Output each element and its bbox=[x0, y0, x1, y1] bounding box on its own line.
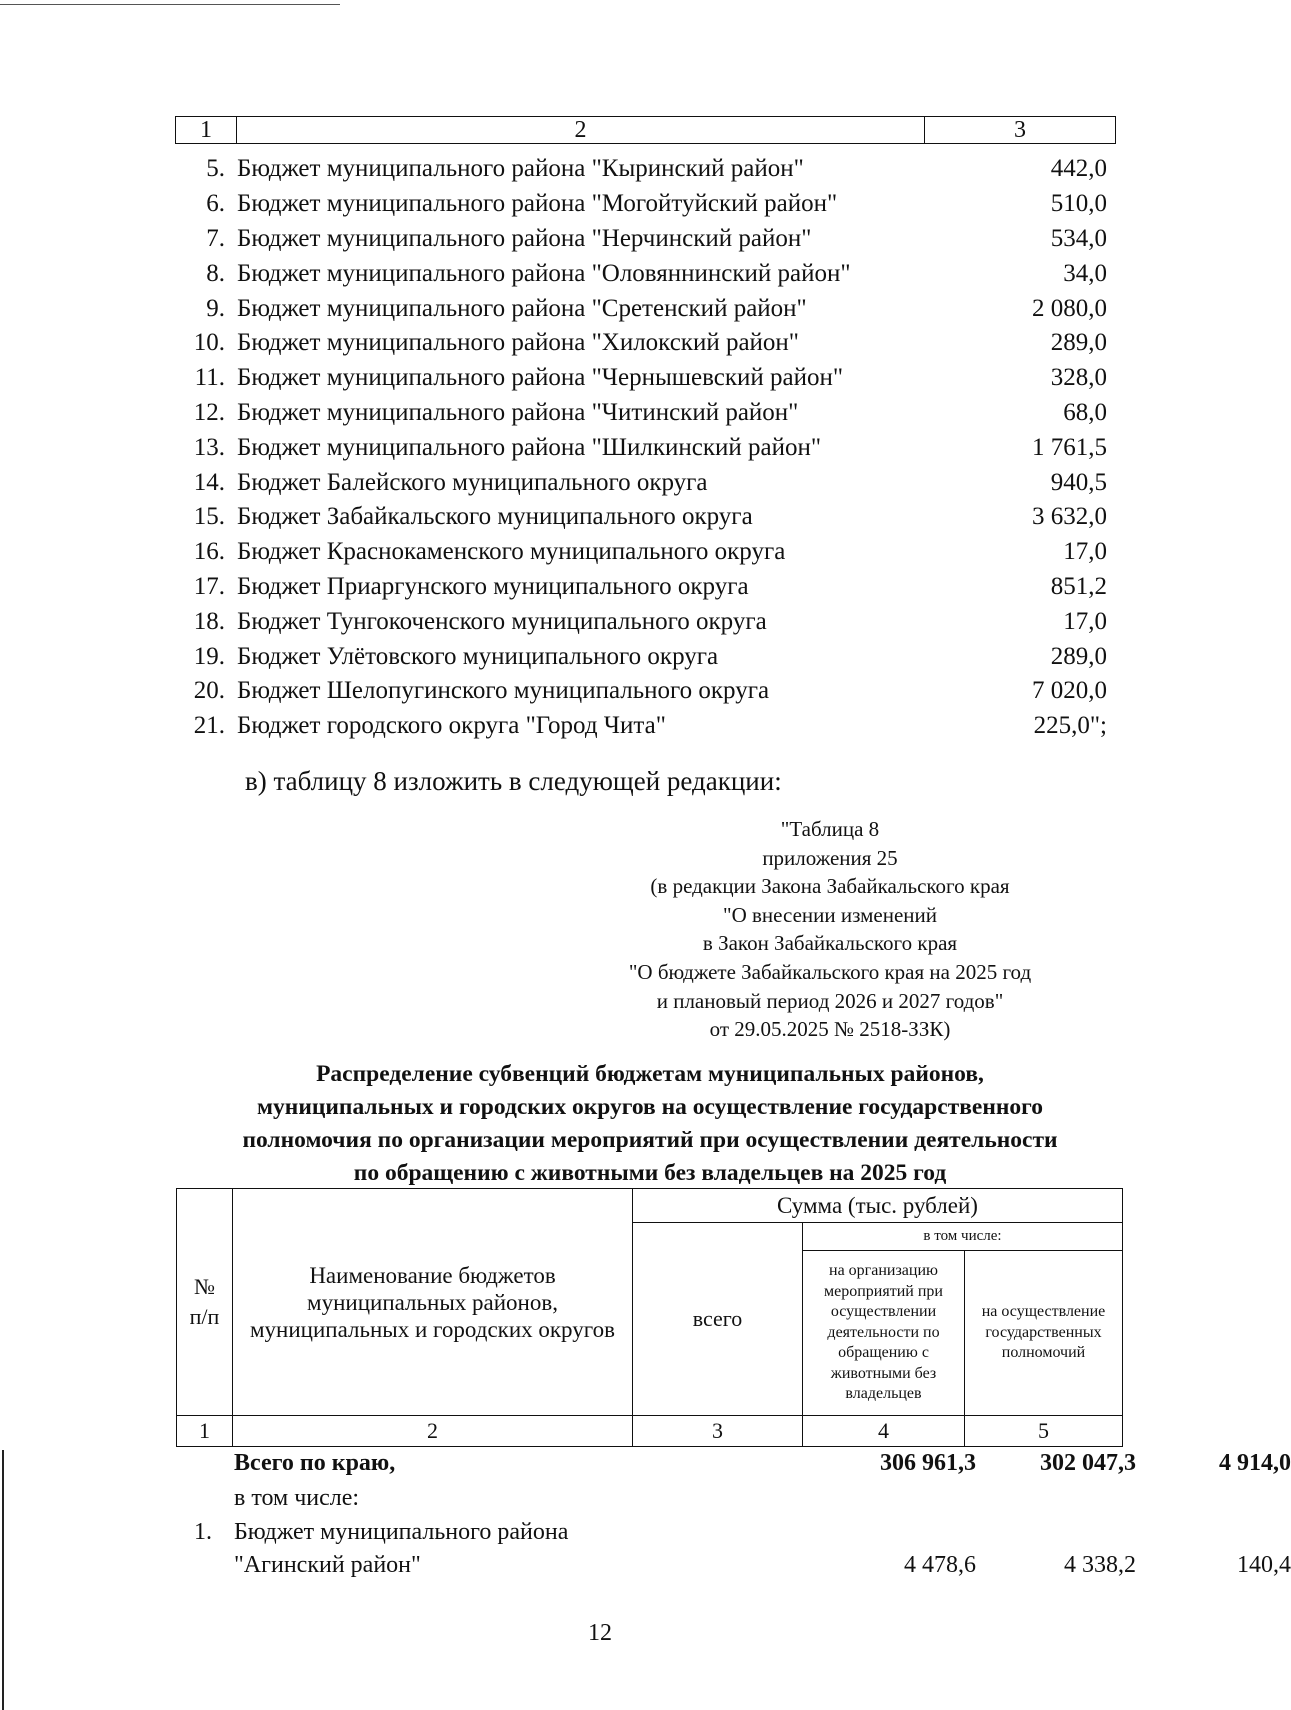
col-number-1: 1 bbox=[177, 1416, 233, 1447]
row-value: 442,0 bbox=[1050, 155, 1107, 183]
col-number-2: 2 bbox=[233, 1416, 633, 1447]
row-value: 68,0 bbox=[1063, 398, 1107, 426]
row-sum: 4 478,6 bbox=[904, 1552, 976, 1578]
table-row bbox=[175, 430, 1125, 465]
row-number: 14. bbox=[193, 468, 225, 496]
header-col-1: 1 bbox=[176, 117, 237, 143]
row-number: 12. bbox=[193, 398, 225, 426]
caption-line: (в редакции Закона Забайкальского края bbox=[650, 874, 1010, 899]
row-name: Бюджет Краснокаменского муниципального округа bbox=[237, 538, 786, 566]
row-state-powers: 140,4 bbox=[1237, 1552, 1291, 1578]
row-number: 16. bbox=[193, 538, 225, 566]
row-value: 225,0"; bbox=[1033, 712, 1107, 740]
row-number: 7. bbox=[206, 224, 225, 252]
row-value: 851,2 bbox=[1050, 572, 1107, 600]
row-number: 1. bbox=[194, 1519, 212, 1545]
row-name: Бюджет муниципального района "Читинский район" bbox=[237, 398, 799, 426]
row-number: 11. bbox=[194, 364, 225, 392]
row-name: Бюджет муниципального района bbox=[234, 1519, 569, 1545]
title-line: Распределение субвенций бюджетам муниципальных районов, bbox=[316, 1061, 984, 1087]
table-row bbox=[175, 639, 1125, 674]
row-value: 17,0 bbox=[1063, 538, 1107, 566]
row-value: 7 020,0 bbox=[1032, 677, 1107, 705]
row-value: 289,0 bbox=[1050, 642, 1107, 670]
table-row bbox=[175, 535, 1125, 570]
table-row bbox=[175, 256, 1125, 291]
row-number: 18. bbox=[193, 607, 225, 635]
table-row bbox=[175, 396, 1125, 431]
row-value: 17,0 bbox=[1063, 607, 1107, 635]
row-number: 9. bbox=[206, 294, 225, 322]
table-title bbox=[160, 1058, 1140, 1190]
total-label: Всего по краю, bbox=[234, 1450, 396, 1476]
table-row bbox=[175, 465, 1125, 500]
row-number: 21. bbox=[193, 712, 225, 740]
col-number-3: 3 bbox=[633, 1416, 803, 1447]
row-name: Бюджет Забайкальского муниципального округа bbox=[237, 503, 753, 531]
row-number: 17. bbox=[193, 572, 225, 600]
title-line: полномочия по организации мероприятий при осуществлении деятельности bbox=[242, 1127, 1058, 1153]
table-row bbox=[175, 500, 1125, 535]
caption-line: "О бюджете Забайкальского края на 2025 год bbox=[628, 959, 1032, 984]
header-state-powers: на осуществление государственных полномочий bbox=[965, 1251, 1123, 1416]
row-name: Бюджет муниципального района "Хилокский район" bbox=[237, 329, 800, 357]
row-value: 328,0 bbox=[1050, 364, 1107, 392]
row-name: Бюджет Тунгокоченского муниципального округа bbox=[237, 607, 767, 635]
header-number: № п/п bbox=[177, 1189, 233, 1416]
caption-line: "О внесении изменений bbox=[723, 902, 937, 927]
row-name: Бюджет муниципального района "Чернышевский район" bbox=[237, 364, 844, 392]
row-value: 940,5 bbox=[1050, 468, 1107, 496]
page-number: 12 bbox=[588, 1620, 612, 1646]
table-caption bbox=[560, 815, 1100, 1044]
row-value: 3 632,0 bbox=[1032, 503, 1107, 531]
header-col-2: 2 bbox=[237, 117, 925, 143]
row-name: Бюджет муниципального района "Нерчинский район" bbox=[237, 224, 812, 252]
header-including: в том числе: bbox=[803, 1223, 1123, 1251]
table-row bbox=[175, 674, 1125, 709]
table-row bbox=[175, 570, 1125, 605]
table-continuation-body bbox=[175, 152, 1125, 744]
caption-line: в Закон Забайкальского края bbox=[702, 931, 958, 956]
row-number: 8. bbox=[206, 259, 225, 287]
row-name: "Агинский район" bbox=[234, 1552, 421, 1578]
table-row bbox=[175, 187, 1125, 222]
scan-edge-top bbox=[0, 4, 340, 5]
row-value: 2 080,0 bbox=[1032, 294, 1107, 322]
table-row bbox=[175, 222, 1125, 257]
including-label: в том числе: bbox=[234, 1485, 360, 1511]
row-number: 5. bbox=[206, 155, 225, 183]
row-number: 10. bbox=[193, 329, 225, 357]
header-col-3: 3 bbox=[1014, 116, 1026, 143]
header-organization: на организацию мероприятий при осуществлении деятельности по обращению с животными без владельцев bbox=[803, 1251, 965, 1416]
table-8-header bbox=[176, 1188, 1123, 1447]
row-name: Бюджет муниципального района "Шилкинский район" bbox=[237, 433, 822, 461]
header-budget-name: Наименование бюджетов муниципальных районов, муниципальных и городских округов bbox=[233, 1189, 633, 1416]
row-name: Бюджет Улётовского муниципального округа bbox=[237, 642, 719, 670]
row-value: 289,0 bbox=[1050, 329, 1107, 357]
title-line: по обращению с животными без владельцев на 2025 год bbox=[353, 1160, 947, 1186]
row-value: 534,0 bbox=[1050, 224, 1107, 252]
row-name: Бюджет муниципального района "Оловяннинский район" bbox=[237, 259, 851, 287]
col-number-5: 5 bbox=[965, 1416, 1123, 1447]
total-sum: 306 961,3 bbox=[880, 1450, 976, 1476]
header-sum: Сумма (тыс. рублей) bbox=[633, 1189, 1123, 1223]
row-value: 34,0 bbox=[1063, 259, 1107, 287]
caption-line: приложения 25 bbox=[762, 845, 898, 870]
table-continuation-header bbox=[175, 116, 1116, 144]
row-name: Бюджет городского округа "Город Чита" bbox=[237, 712, 666, 740]
row-number: 13. bbox=[193, 433, 225, 461]
caption-line: от 29.05.2025 № 2518-ЗЗК) bbox=[709, 1017, 951, 1042]
table-row bbox=[175, 152, 1125, 187]
table-row bbox=[175, 709, 1125, 744]
row-number: 19. bbox=[193, 642, 225, 670]
scan-edge-left bbox=[2, 1450, 4, 1710]
table-row bbox=[175, 361, 1125, 396]
caption-line: и плановый период 2026 и 2027 годов" bbox=[656, 988, 1004, 1013]
row-number: 15. bbox=[193, 503, 225, 531]
table-row bbox=[175, 326, 1125, 361]
row-number: 20. bbox=[193, 677, 225, 705]
total-organization: 302 047,3 bbox=[1040, 1450, 1136, 1476]
caption-line: "Таблица 8 bbox=[780, 817, 880, 841]
instruction-text: в) таблицу 8 изложить в следующей редакции: bbox=[245, 766, 782, 796]
table-row bbox=[175, 291, 1125, 326]
row-name: Бюджет муниципального района "Кыринский район" bbox=[237, 155, 804, 183]
title-line: муниципальных и городских округов на осуществление государственного bbox=[257, 1094, 1043, 1120]
header-total: всего bbox=[633, 1223, 803, 1416]
col-number-4: 4 bbox=[803, 1416, 965, 1447]
row-organization: 4 338,2 bbox=[1064, 1552, 1136, 1578]
row-name: Бюджет Балейского муниципального округа bbox=[237, 468, 708, 496]
row-number: 6. bbox=[206, 190, 225, 218]
row-name: Бюджет Приаргунского муниципального округа bbox=[237, 572, 749, 600]
row-name: Бюджет муниципального района "Сретенский район" bbox=[237, 294, 807, 322]
total-state-powers: 4 914,0 bbox=[1219, 1450, 1291, 1476]
row-name: Бюджет муниципального района "Могойтуйский район" bbox=[237, 190, 838, 218]
row-value: 510,0 bbox=[1050, 190, 1107, 218]
row-value: 1 761,5 bbox=[1032, 433, 1107, 461]
table-row bbox=[175, 604, 1125, 639]
row-name: Бюджет Шелопугинского муниципального округа bbox=[237, 677, 770, 705]
